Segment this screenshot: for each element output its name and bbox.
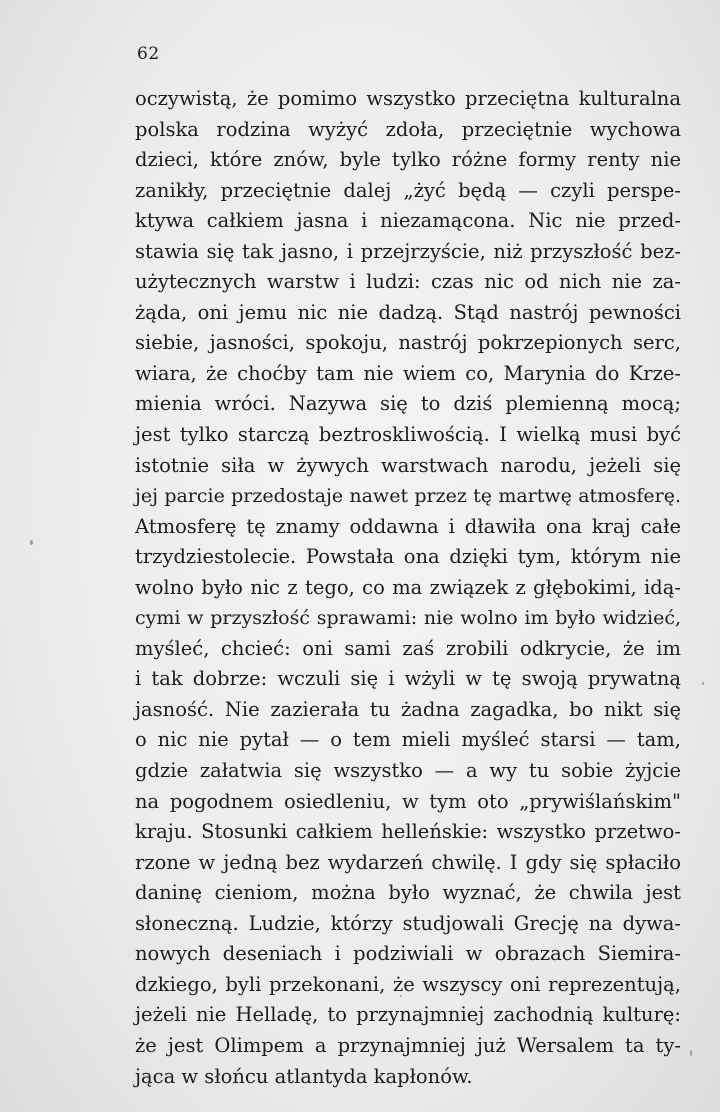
text-line: o nic nie pytał — o tem mieli myśleć starsi — tam, (135, 728, 681, 752)
text-line: dzkiego, byli przekonani, że wszyscy oni reprezentują, (135, 972, 681, 996)
text-line: na pogodnem osiedleniu, w tym oto „prywiślańskim" (135, 789, 681, 813)
text-line: i tak dobrze: wczuli się i wżyli w tę swoją prywatną (135, 667, 681, 691)
text-line: ktywa całkiem jasna i niezamącona. Nic nie przed- (135, 209, 681, 233)
text-line: trzydziestolecie. Powstała ona dzięki tym, którym nie (135, 545, 681, 569)
text-line: rzone w jedną bez wydarzeń chwilę. I gdy się spłaciło (135, 850, 681, 874)
text-line: gdzie załatwia się wszystko — a wy tu sobie żyjcie (135, 759, 681, 783)
text-line: jest tylko starczą beztroskliwością. I wielką musi być (135, 423, 681, 447)
text-line: że jest Olimpem a przynajmniej już Wersalem ta ty- (135, 1033, 681, 1057)
text-line: jej parcie przedostaje nawet przez tę martwę atmosferę. (135, 485, 681, 508)
text-line: słoneczną. Ludzie, którzy studjowali Grecję na dywa- (135, 911, 681, 935)
text-line: oczywistą, że pomimo wszystko przeciętna kulturalna (135, 87, 681, 110)
text-line: żąda, oni jemu nic nie dadzą. Stąd nastrój pewności (135, 300, 681, 324)
text-line: stawia się tak jasno, i przejrzyście, niż przyszłość bez- (135, 239, 681, 263)
text-line: kraju. Stosunki całkiem helleńskie: wszystko przetwo- (135, 820, 681, 844)
text-line: dzieci, które znów, byle tylko różne formy renty nie (135, 148, 681, 172)
text-line: zanikły, przeciętnie dalej „żyć będą — czyli perspe- (135, 178, 681, 202)
text-line: jasność. Nie zazierała tu żadna zagadka, bo nikt się (135, 697, 681, 721)
text-line: polska rodzina wyżyć zdoła, przeciętnie wychowa (135, 117, 681, 141)
text-line: myśleć, chcieć: oni sami zaś zrobili odkrycie, że im (135, 636, 681, 660)
paper-speck (30, 540, 33, 545)
page-number: 62 (137, 44, 160, 64)
text-line: cymi w przyszłość sprawami: nie wolno im było widzieć, (135, 607, 681, 630)
text-line: mienia wróci. Nazywa się to dziś plemienną mocą; (135, 392, 681, 416)
text-line: jąca w słońcu atlantyda kapłonów. (135, 1064, 473, 1088)
text-line: siebie, jasności, spokoju, nastrój pokrzepionych serc, (135, 331, 681, 355)
text-line: daninę cieniom, można było wyznać, że chwila jest (135, 881, 681, 905)
body-text (135, 84, 681, 1092)
text-line: użytecznych warstw i ludzi: czas nic od nich nie za- (135, 270, 681, 294)
text-line: jeżeli nie Helladę, to przynajmniej zachodnią kulturę: (135, 1003, 681, 1027)
text-line: nowych deseniach i podziwiali w obrazach Siemira- (135, 942, 681, 966)
text-line: Atmosferę tę znamy oddawna i dławiła ona kraj całe (135, 514, 681, 538)
text-line: wolno było nic z tego, co ma związek z głębokimi, idą- (135, 575, 681, 599)
text-line: wiara, że choćby tam nie wiem co, Marynia do Krze- (135, 361, 681, 385)
paper-speck (690, 1050, 692, 1056)
paper-speck (702, 682, 704, 685)
text-line: istotnie siła w żywych warstwach narodu, jeżeli się (135, 453, 681, 477)
